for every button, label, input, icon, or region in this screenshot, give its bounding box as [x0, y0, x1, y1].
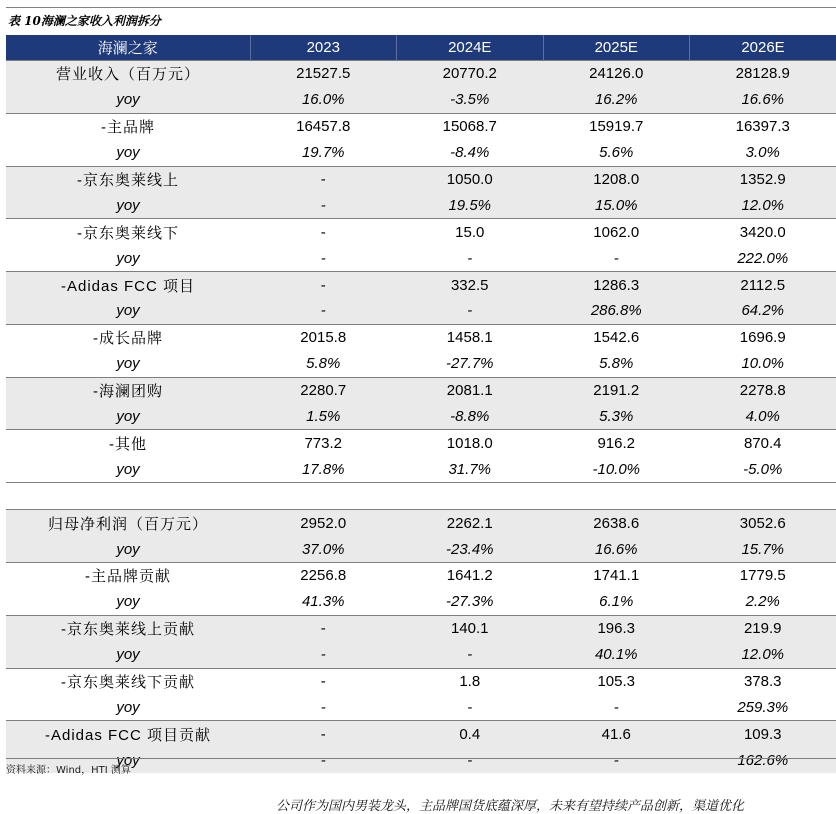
cell-value: 219.9 [690, 615, 836, 641]
table-row [6, 245, 836, 271]
cell-value: 1641.2 [397, 563, 544, 589]
cell-value: 105.3 [543, 668, 690, 694]
cell-value: 1542.6 [543, 324, 690, 350]
row-label: -主品牌贡献 [6, 563, 250, 589]
cell-value: 2952.0 [250, 510, 397, 536]
cell-value: - [397, 298, 544, 324]
table-row [6, 351, 836, 377]
table-row [6, 61, 836, 87]
cell-value: 16.6% [690, 87, 836, 113]
cell-value: 773.2 [250, 430, 397, 456]
cell-value: 1696.9 [690, 324, 836, 350]
cell-value: 15068.7 [397, 113, 544, 139]
cell-value: - [250, 615, 397, 641]
row-label: -主品牌 [6, 113, 250, 139]
cell-value: 1286.3 [543, 272, 690, 298]
report-body-text: 公司作为国内男装龙头，主品牌国货底蕴深厚，未来有望持续产品创新，渠道优化 [276, 795, 744, 814]
cell-value: 2081.1 [397, 377, 544, 403]
header-company: 海澜之家 [6, 35, 250, 61]
cell-value: - [397, 642, 544, 668]
top-rule [6, 7, 836, 8]
cell-value: - [543, 747, 690, 773]
cell-value: 2278.8 [690, 377, 836, 403]
cell-value: 10.0% [690, 351, 836, 377]
row-label: yoy [6, 192, 250, 218]
data-source-note: 资料来源：Wind，HTI 测算 [6, 761, 131, 776]
cell-value: 1458.1 [397, 324, 544, 350]
cell-value: 41.6 [543, 721, 690, 747]
header-2024e: 2024E [397, 35, 544, 61]
row-label: yoy [6, 351, 250, 377]
cell-value: 2262.1 [397, 510, 544, 536]
cell-value: 5.8% [543, 351, 690, 377]
cell-value: 3.0% [690, 140, 836, 166]
cell-value: 24126.0 [543, 61, 690, 87]
cell-value: 41.3% [250, 589, 397, 615]
bottom-rule [6, 758, 836, 759]
table-row [6, 377, 836, 403]
table-row [6, 642, 836, 668]
cell-value: 21527.5 [250, 61, 397, 87]
cell-value: 31.7% [397, 456, 544, 482]
row-label: yoy [6, 456, 250, 482]
cell-value: - [250, 166, 397, 192]
cell-value: 19.7% [250, 140, 397, 166]
cell-value: 16397.3 [690, 113, 836, 139]
table-row [6, 456, 836, 482]
cell-value: 109.3 [690, 721, 836, 747]
cell-value: 64.2% [690, 298, 836, 324]
cell-value: - [397, 694, 544, 720]
cell-value: - [397, 245, 544, 271]
cell-value: 2280.7 [250, 377, 397, 403]
row-label: yoy [6, 747, 250, 773]
cell-value: 2638.6 [543, 510, 690, 536]
row-label: yoy [6, 298, 250, 324]
cell-value: 1208.0 [543, 166, 690, 192]
cell-value: 5.6% [543, 140, 690, 166]
table-row [6, 694, 836, 720]
row-label: yoy [6, 404, 250, 430]
table-row [6, 166, 836, 192]
header-2025e: 2025E [543, 35, 690, 61]
cell-value: 40.1% [543, 642, 690, 668]
cell-value: 12.0% [690, 642, 836, 668]
cell-value: 12.0% [690, 192, 836, 218]
cell-value: 1352.9 [690, 166, 836, 192]
row-label: yoy [6, 536, 250, 562]
cell-value: - [250, 219, 397, 245]
cell-value: 1062.0 [543, 219, 690, 245]
table-row [6, 113, 836, 139]
cell-value: 19.5% [397, 192, 544, 218]
cell-value: 196.3 [543, 615, 690, 641]
cell-value: - [397, 747, 544, 773]
table-row [6, 272, 836, 298]
row-label: -京东奥莱线下 [6, 219, 250, 245]
cell-value: 916.2 [543, 430, 690, 456]
table-row [6, 510, 836, 536]
row-label: yoy [6, 589, 250, 615]
table-row [6, 192, 836, 218]
table-row [6, 430, 836, 456]
table-row [6, 404, 836, 430]
row-label: -Adidas FCC 项目 [6, 272, 250, 298]
cell-value: 162.6% [690, 747, 836, 773]
header-2023: 2023 [250, 35, 397, 61]
cell-value: 870.4 [690, 430, 836, 456]
cell-value: 1050.0 [397, 166, 544, 192]
cell-value: 16.2% [543, 87, 690, 113]
cell-value: 4.0% [690, 404, 836, 430]
cell-value: 17.8% [250, 456, 397, 482]
row-label: yoy [6, 694, 250, 720]
cell-value: - [543, 245, 690, 271]
table-row [6, 589, 836, 615]
cell-value: -5.0% [690, 456, 836, 482]
table-caption: 表 10海澜之家收入利润拆分 [8, 12, 161, 29]
cell-value: 1.5% [250, 404, 397, 430]
cell-value: - [250, 721, 397, 747]
cell-value: 2015.8 [250, 324, 397, 350]
table-row [6, 87, 836, 113]
row-label: -Adidas FCC 项目贡献 [6, 721, 250, 747]
row-label: -京东奥莱线下贡献 [6, 668, 250, 694]
row-label: yoy [6, 245, 250, 271]
cell-value: 16.6% [543, 536, 690, 562]
cell-value: 37.0% [250, 536, 397, 562]
cell-value: 140.1 [397, 615, 544, 641]
table-row [6, 668, 836, 694]
cell-value: 16457.8 [250, 113, 397, 139]
table-row [6, 219, 836, 245]
cell-value: -3.5% [397, 87, 544, 113]
table-row [6, 721, 836, 747]
table-row [6, 615, 836, 641]
cell-value: 0.4 [397, 721, 544, 747]
header-2026e: 2026E [690, 35, 836, 61]
row-label: -其他 [6, 430, 250, 456]
row-label: -成长品牌 [6, 324, 250, 350]
cell-value: - [250, 747, 397, 773]
cell-value: 5.3% [543, 404, 690, 430]
cell-value: 332.5 [397, 272, 544, 298]
spacer-row [6, 483, 836, 510]
table-row [6, 563, 836, 589]
cell-value: 28128.9 [690, 61, 836, 87]
cell-value: - [543, 694, 690, 720]
cell-value: 15.7% [690, 536, 836, 562]
table-header-row [6, 35, 836, 61]
cell-value: 3420.0 [690, 219, 836, 245]
cell-value: 15.0% [543, 192, 690, 218]
row-label: yoy [6, 642, 250, 668]
row-label: 营业收入（百万元） [6, 61, 250, 87]
cell-value: - [250, 668, 397, 694]
table-row [6, 140, 836, 166]
row-label: yoy [6, 140, 250, 166]
cell-value: 286.8% [543, 298, 690, 324]
cell-value: -10.0% [543, 456, 690, 482]
cell-value: 5.8% [250, 351, 397, 377]
cell-value: 2112.5 [690, 272, 836, 298]
table-row [6, 298, 836, 324]
cell-value: 15.0 [397, 219, 544, 245]
cell-value: - [250, 298, 397, 324]
cell-value: - [250, 642, 397, 668]
cell-value: 15919.7 [543, 113, 690, 139]
table-row [6, 536, 836, 562]
cell-value: 1018.0 [397, 430, 544, 456]
cell-value: -27.7% [397, 351, 544, 377]
cell-value: -8.4% [397, 140, 544, 166]
cell-value: -8.8% [397, 404, 544, 430]
cell-value: 378.3 [690, 668, 836, 694]
cell-value: - [250, 272, 397, 298]
cell-value: 3052.6 [690, 510, 836, 536]
cell-value: 1741.1 [543, 563, 690, 589]
revenue-profit-table [6, 35, 836, 773]
cell-value: 2191.2 [543, 377, 690, 403]
cell-value: 259.3% [690, 694, 836, 720]
row-label: yoy [6, 87, 250, 113]
cell-value: - [250, 192, 397, 218]
cell-value: - [250, 245, 397, 271]
cell-value: 222.0% [690, 245, 836, 271]
row-label: -海澜团购 [6, 377, 250, 403]
cell-value: 2.2% [690, 589, 836, 615]
row-label: 归母净利润（百万元） [6, 510, 250, 536]
cell-value: -23.4% [397, 536, 544, 562]
cell-value: 6.1% [543, 589, 690, 615]
cell-value: 2256.8 [250, 563, 397, 589]
cell-value: 1.8 [397, 668, 544, 694]
cell-value: -27.3% [397, 589, 544, 615]
table-row [6, 324, 836, 350]
cell-value: 16.0% [250, 87, 397, 113]
cell-value: - [250, 694, 397, 720]
cell-value: 20770.2 [397, 61, 544, 87]
row-label: -京东奥莱线上 [6, 166, 250, 192]
row-label: -京东奥莱线上贡献 [6, 615, 250, 641]
cell-value: 1779.5 [690, 563, 836, 589]
